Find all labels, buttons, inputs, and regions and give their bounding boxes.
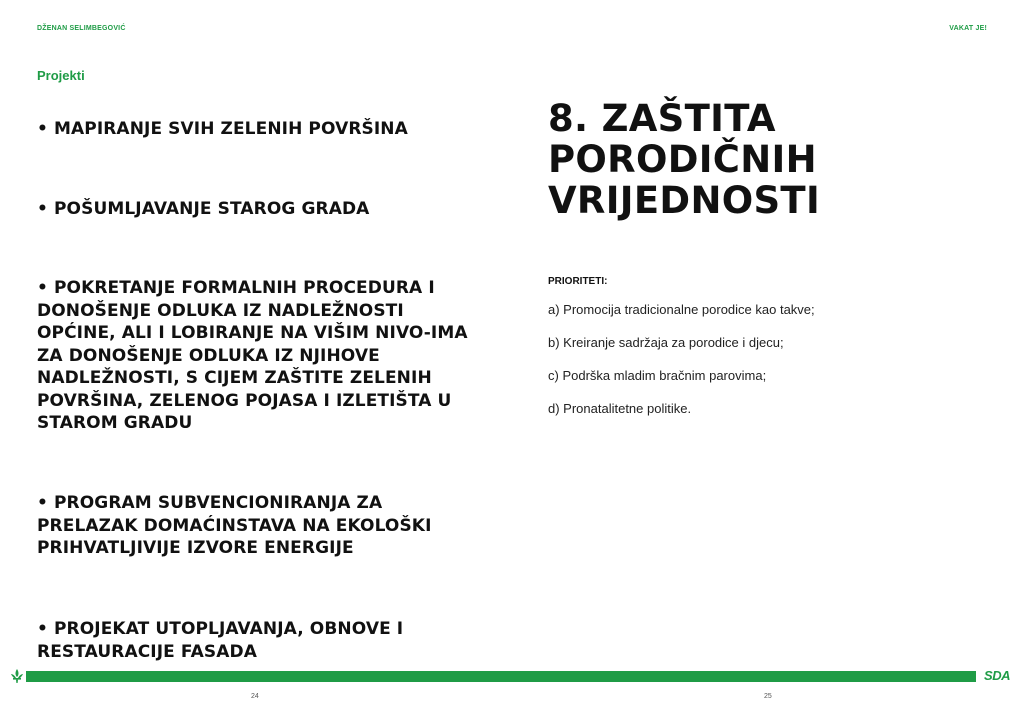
priority-item: c) Podrška mladim bračnim parovima; (548, 368, 767, 383)
section-label: Projekti (37, 68, 85, 83)
footer-band (26, 671, 976, 682)
page-number-right: 25 (764, 693, 772, 700)
list-item: • PROJEKAT UTOPLJAVANJA, OBNOVE I RESTAURACIJE FASADA (37, 619, 404, 662)
lily-icon (10, 668, 24, 684)
list-item: • POKRETANJE FORMALNIH PROCEDURA I DONOŠENJE ODLUKA IZ NADLEŽNOSTI OPĆINE, ALI I LOBIRANJE NA VIŠIM NIVO-IMA ZA DONOŠENJE ODLUKA IZ NJIHOVE NADLEŽNOSTI, S CIJEM ZAŠTITE ZELENIH POVRŠINA, ZELENOG POJASA I IZLETIŠTA U STAROM GRADU (37, 278, 468, 433)
priority-item: b) Kreiranje sadržaja za porodice i djecu; (548, 335, 784, 350)
list-item: • PROGRAM SUBVENCIONIRANJA ZA PRELAZAK DOMAĆINSTAVA NA EKOLOŠKI PRIHVATLJIVIJE IZVORE ENERGIJE (37, 493, 432, 558)
header-slogan: VAKAT JE! (949, 25, 987, 32)
priorities-label: PRIORITETI: (548, 276, 608, 287)
list-item: • POŠUMLJAVANJE STAROG GRADA (37, 199, 370, 219)
chapter-title: 8. ZAŠTITA PORODIČNIH VRIJEDNOSTI (548, 97, 821, 222)
list-item: • MAPIRANJE SVIH ZELENIH POVRŠINA (37, 119, 408, 139)
header-author: DŽENAN SELIMBEGOVIĆ (37, 25, 126, 32)
page-number-left: 24 (251, 693, 259, 700)
priority-item: a) Promocija tradicionalne porodice kao takve; (548, 302, 815, 317)
priority-item: d) Pronatalitetne politike. (548, 401, 692, 416)
sda-logo: SDA (984, 668, 1010, 683)
